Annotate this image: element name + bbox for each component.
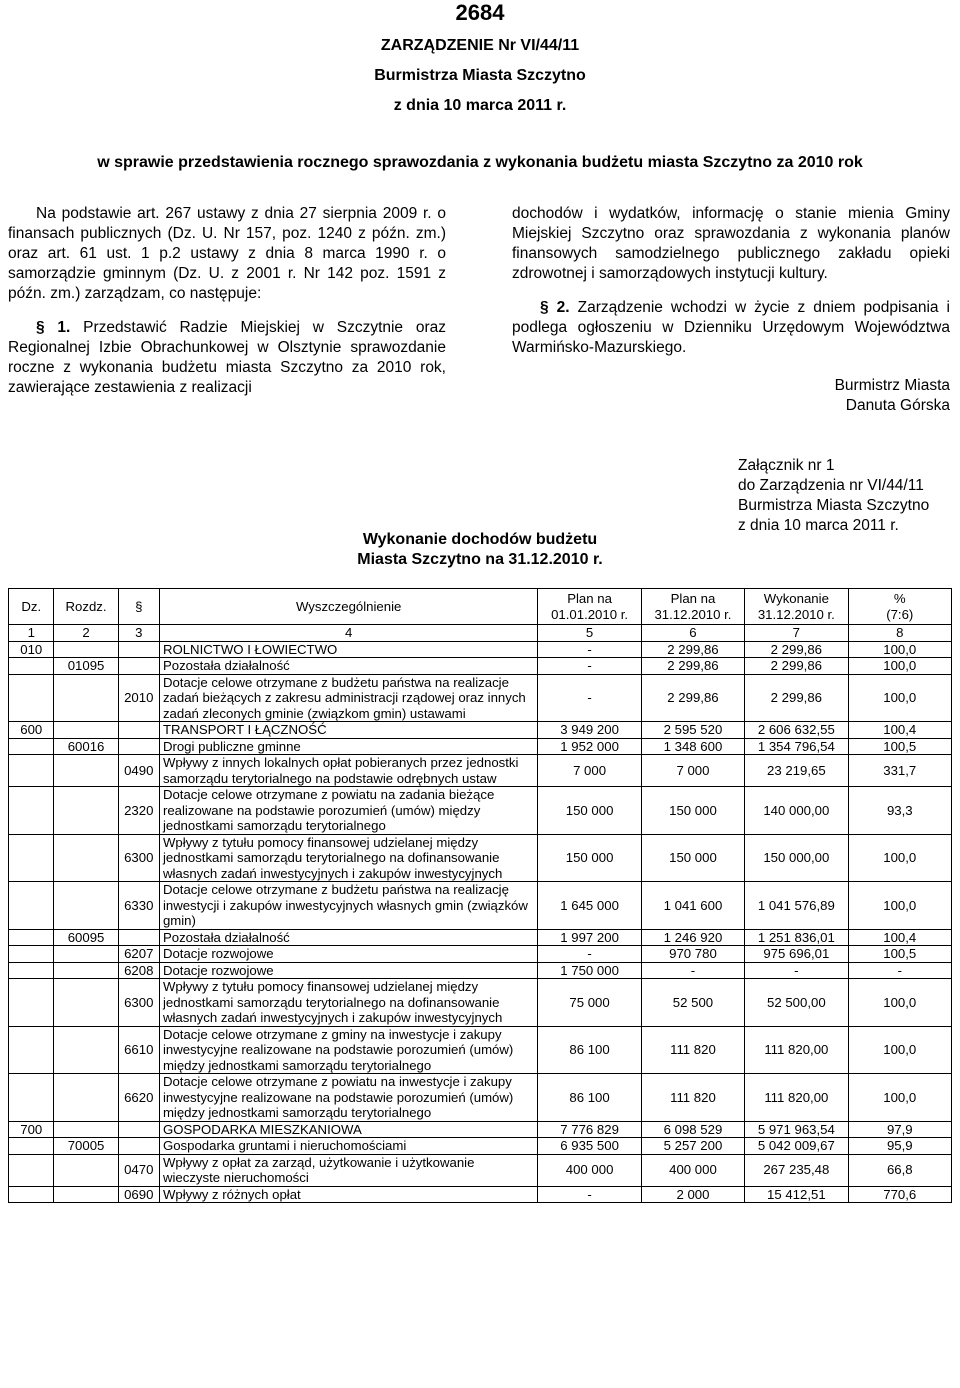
cell-execution: 2 299,86: [745, 674, 848, 722]
cell-percent: 100,0: [848, 1026, 951, 1074]
cell-chapter: [54, 1026, 118, 1074]
cell-division: 600: [9, 722, 54, 739]
cell-chapter: [54, 962, 118, 979]
cell-chapter: [54, 1121, 118, 1138]
cell-division: [9, 1186, 54, 1203]
table-row: [9, 722, 952, 739]
cell-chapter: [54, 641, 118, 658]
cell-plan-end: 1 348 600: [641, 738, 744, 755]
cell-chapter: [54, 834, 118, 882]
left-column: [8, 204, 446, 398]
cell-chapter: 70005: [54, 1138, 118, 1155]
cell-division: [9, 674, 54, 722]
table-header-row: [9, 589, 952, 625]
cell-plan-end: 2 299,86: [641, 674, 744, 722]
cell-description: Dotacje rozwojowe: [159, 946, 537, 963]
cell-plan-start: 86 100: [538, 1026, 641, 1074]
cell-execution: 1 041 576,89: [745, 882, 848, 930]
cell-plan-start: 3 949 200: [538, 722, 641, 739]
cell-execution: 111 820,00: [745, 1074, 848, 1122]
header-rozdz: Rozdz.: [54, 589, 118, 625]
cell-chapter: [54, 755, 118, 787]
cell-division: [9, 834, 54, 882]
cell-plan-start: -: [538, 641, 641, 658]
cell-paragraph: 2010: [118, 674, 159, 722]
cell-percent: 100,0: [848, 1074, 951, 1122]
cell-plan-end: 111 820: [641, 1026, 744, 1074]
cell-plan-start: 75 000: [538, 979, 641, 1027]
cell-percent: 97,9: [848, 1121, 951, 1138]
cell-execution: 52 500,00: [745, 979, 848, 1027]
cell-division: [9, 787, 54, 835]
cell-description: Dotacje celowe otrzymane z powiatu na zadania bieżące realizowane na podstawie porozumień (umów) między jednostkami samorządu terytorialnego: [159, 787, 537, 835]
header-dz: Dz.: [9, 589, 54, 625]
cell-chapter: [54, 1074, 118, 1122]
cell-plan-end: 2 595 520: [641, 722, 744, 739]
table-row: [9, 946, 952, 963]
signature-block: [640, 376, 950, 416]
cell-division: [9, 929, 54, 946]
cell-execution: 1 354 796,54: [745, 738, 848, 755]
right-column: [512, 204, 950, 358]
cell-plan-end: 52 500: [641, 979, 744, 1027]
document-issuer: Burmistrza Miasta Szczytno: [374, 67, 586, 84]
header-execution: Wykonanie 31.12.2010 r.: [745, 589, 848, 625]
annex-line-1: Załącznik nr 1: [738, 457, 835, 474]
column-number: 3: [118, 625, 159, 642]
column-number: 6: [641, 625, 744, 642]
cell-paragraph: 6620: [118, 1074, 159, 1122]
cell-chapter: 01095: [54, 658, 118, 675]
paragraph-2-text: Zarządzenie wchodzi w życie z dniem podpisania i podlega ogłoszeniu w Dzienniku Urzędowym Województwa Warmińsko-Mazurskiego.: [512, 299, 950, 356]
cell-division: [9, 658, 54, 675]
header-percent: % (7:6): [848, 589, 951, 625]
cell-description: Wpływy z różnych opłat: [159, 1186, 537, 1203]
cell-percent: 100,0: [848, 641, 951, 658]
table-row: [9, 658, 952, 675]
table-title-line-2: Miasta Szczytno na 31.12.2010 r.: [357, 551, 603, 568]
cell-plan-end: 2 000: [641, 1186, 744, 1203]
cell-chapter: [54, 674, 118, 722]
cell-plan-start: -: [538, 946, 641, 963]
cell-plan-end: 5 257 200: [641, 1138, 744, 1155]
cell-percent: 100,5: [848, 946, 951, 963]
cell-percent: 100,0: [848, 882, 951, 930]
cell-paragraph: 6300: [118, 834, 159, 882]
cell-division: 700: [9, 1121, 54, 1138]
cell-paragraph: [118, 658, 159, 675]
cell-chapter: [54, 979, 118, 1027]
cell-execution: 111 820,00: [745, 1026, 848, 1074]
header-plan-start: Plan na 01.01.2010 r.: [538, 589, 641, 625]
revenue-table: [8, 588, 952, 1203]
column-number: 7: [745, 625, 848, 642]
table-row: [9, 755, 952, 787]
cell-execution: 2 299,86: [745, 641, 848, 658]
cell-chapter: [54, 882, 118, 930]
table-row: [9, 1121, 952, 1138]
cell-description: Wpływy z opłat za zarząd, użytkowanie i użytkowanie wieczyste nieruchomości: [159, 1154, 537, 1186]
cell-paragraph: 0490: [118, 755, 159, 787]
cell-division: [9, 882, 54, 930]
cell-execution: 2 299,86: [745, 658, 848, 675]
table-row: [9, 641, 952, 658]
cell-plan-start: 400 000: [538, 1154, 641, 1186]
cell-plan-end: 150 000: [641, 787, 744, 835]
cell-paragraph: 6300: [118, 979, 159, 1027]
paragraph-1: [8, 318, 446, 398]
table-row: [9, 674, 952, 722]
cell-plan-start: -: [538, 1186, 641, 1203]
cell-execution: 5 042 009,67: [745, 1138, 848, 1155]
cell-description: GOSPODARKA MIESZKANIOWA: [159, 1121, 537, 1138]
cell-description: Dotacje celowe otrzymane z budżetu państwa na realizację inwestycji i zakupów inwestycyjnych własnych gmin (związków gmin): [159, 882, 537, 930]
cell-description: Wpływy z innych lokalnych opłat pobieranych przez jednostki samorządu terytorialnego na podstawie odrębnych ustaw: [159, 755, 537, 787]
cell-plan-start: 1 750 000: [538, 962, 641, 979]
cell-paragraph: [118, 722, 159, 739]
cell-division: [9, 738, 54, 755]
cell-plan-end: 2 299,86: [641, 641, 744, 658]
annex-line-2: do Zarządzenia nr VI/44/11: [738, 477, 924, 494]
cell-description: Pozostała działalność: [159, 658, 537, 675]
cell-percent: 770,6: [848, 1186, 951, 1203]
cell-plan-end: -: [641, 962, 744, 979]
cell-division: [9, 946, 54, 963]
cell-plan-start: -: [538, 658, 641, 675]
cell-plan-start: -: [538, 674, 641, 722]
table-row: [9, 962, 952, 979]
cell-paragraph: 2320: [118, 787, 159, 835]
annex-line-3: Burmistrza Miasta Szczytno: [738, 497, 930, 514]
cell-description: Dotacje celowe otrzymane z gminy na inwestycje i zakupy inwestycyjne realizowane na podstawie porozumień (umów) między jednostkami samorządu terytorialnego: [159, 1026, 537, 1074]
cell-percent: 66,8: [848, 1154, 951, 1186]
table-row: [9, 834, 952, 882]
table-title-line-1: Wykonanie dochodów budżetu: [362, 531, 598, 548]
cell-percent: 100,0: [848, 674, 951, 722]
gazette-position-number: 2684: [455, 0, 505, 25]
cell-paragraph: 0470: [118, 1154, 159, 1186]
cell-execution: 140 000,00: [745, 787, 848, 835]
column-number: 1: [9, 625, 54, 642]
cell-plan-start: 150 000: [538, 834, 641, 882]
table-row: [9, 1026, 952, 1074]
table-row: [9, 1138, 952, 1155]
cell-paragraph: [118, 1138, 159, 1155]
document-subject: w sprawie przedstawienia rocznego sprawozdania z wykonania budżetu miasta Szczytno za 2010 rok: [97, 154, 863, 171]
paragraph-1-number: § 1.: [36, 319, 71, 336]
paragraph-1-text: Przedstawić Radzie Miejskiej w Szczytnie oraz Regionalnej Izbie Obrachunkowej w Olsztynie sprawozdanie roczne z wykonania budżetu miasta Szczytno za 2010 rok, zawierające zestawienia z realizacji: [8, 319, 446, 396]
column-number: 2: [54, 625, 118, 642]
cell-description: Dotacje celowe otrzymane z budżetu państwa na realizacje zadań bieżących z zakresu administracji rządowej oraz innych zadań zleconych gminie (związkom gmin) ustawami: [159, 674, 537, 722]
annex-block: [738, 456, 958, 536]
cell-plan-end: 400 000: [641, 1154, 744, 1186]
cell-paragraph: [118, 1121, 159, 1138]
table-row: [9, 1074, 952, 1122]
cell-execution: 1 251 836,01: [745, 929, 848, 946]
table-row: [9, 738, 952, 755]
cell-description: Dotacje rozwojowe: [159, 962, 537, 979]
cell-percent: 100,4: [848, 722, 951, 739]
cell-paragraph: [118, 929, 159, 946]
cell-paragraph: 0690: [118, 1186, 159, 1203]
cell-division: [9, 962, 54, 979]
cell-paragraph: 6207: [118, 946, 159, 963]
cell-percent: 100,0: [848, 834, 951, 882]
cell-division: [9, 1154, 54, 1186]
cell-plan-end: 2 299,86: [641, 658, 744, 675]
header-paragraph: §: [118, 589, 159, 625]
cell-execution: 267 235,48: [745, 1154, 848, 1186]
cell-percent: 100,5: [848, 738, 951, 755]
cell-execution: 23 219,65: [745, 755, 848, 787]
cell-execution: 2 606 632,55: [745, 722, 848, 739]
document-date: z dnia 10 marca 2011 r.: [393, 97, 567, 114]
cell-plan-start: 86 100: [538, 1074, 641, 1122]
column-number: 5: [538, 625, 641, 642]
cell-percent: 95,9: [848, 1138, 951, 1155]
cell-execution: 15 412,51: [745, 1186, 848, 1203]
signature-name: Danuta Górska: [845, 397, 950, 414]
column-number-row: [9, 625, 952, 642]
cell-percent: 100,0: [848, 658, 951, 675]
table-row: [9, 1154, 952, 1186]
cell-plan-end: 6 098 529: [641, 1121, 744, 1138]
cell-percent: 331,7: [848, 755, 951, 787]
cell-execution: -: [745, 962, 848, 979]
annex-line-4: z dnia 10 marca 2011 r.: [738, 517, 899, 534]
paragraph-2: [512, 298, 950, 358]
cell-paragraph: 6330: [118, 882, 159, 930]
cell-description: ROLNICTWO I ŁOWIECTWO: [159, 641, 537, 658]
signature-title: Burmistrz Miasta: [834, 377, 950, 394]
cell-plan-start: 7 776 829: [538, 1121, 641, 1138]
cell-division: 010: [9, 641, 54, 658]
table-row: [9, 929, 952, 946]
cell-plan-start: 1 952 000: [538, 738, 641, 755]
table-title: [300, 530, 660, 570]
cell-division: [9, 979, 54, 1027]
cell-description: Drogi publiczne gminne: [159, 738, 537, 755]
cell-chapter: [54, 946, 118, 963]
cell-chapter: [54, 1186, 118, 1203]
preamble: Na podstawie art. 267 ustawy z dnia 27 sierpnia 2009 r. o finansach publicznych (Dz. U. Nr 157, poz. 1240 z późn. zm.) oraz art. 61 ust. 1 p.2 ustawy z dnia 8 marca 1990 r. o samorządzie gminnym (Dz. U. z 2001 r. Nr 142 poz. 1591 z późn. zm.) zarządzam, co następuje:: [8, 205, 446, 302]
cell-description: Dotacje celowe otrzymane z powiatu na inwestycje i zakupy inwestycyjne realizowane na podstawie porozumień (umów) między jednostkami samorządu terytorialnego: [159, 1074, 537, 1122]
cell-percent: 100,4: [848, 929, 951, 946]
header-plan-end: Plan na 31.12.2010 r.: [641, 589, 744, 625]
cell-chapter: [54, 787, 118, 835]
paragraph-1-continued: dochodów i wydatków, informację o stanie mienia Gminy Miejskiej Szczytno oraz sprawozdania z wykonania planów finansowych samodzielnego publicznego zakładu opieki zdrowotnej i samorządowych instytucji kultury.: [512, 205, 950, 282]
cell-percent: 100,0: [848, 979, 951, 1027]
cell-plan-end: 1 246 920: [641, 929, 744, 946]
cell-execution: 975 696,01: [745, 946, 848, 963]
paragraph-2-number: § 2.: [540, 299, 570, 316]
cell-plan-start: 7 000: [538, 755, 641, 787]
cell-plan-end: 1 041 600: [641, 882, 744, 930]
cell-description: Pozostała działalność: [159, 929, 537, 946]
cell-division: [9, 755, 54, 787]
table-row: [9, 787, 952, 835]
cell-plan-end: 111 820: [641, 1074, 744, 1122]
cell-description: TRANSPORT I ŁĄCZNOŚĆ: [159, 722, 537, 739]
cell-chapter: 60095: [54, 929, 118, 946]
cell-description: Wpływy z tytułu pomocy finansowej udzielanej między jednostkami samorządu terytorialnego na dofinansowanie własnych zadań inwestycyjnych i zakupów inwestycyjnych: [159, 834, 537, 882]
cell-division: [9, 1138, 54, 1155]
table-row: [9, 882, 952, 930]
cell-paragraph: 6208: [118, 962, 159, 979]
cell-plan-end: 970 780: [641, 946, 744, 963]
table-row: [9, 979, 952, 1027]
cell-chapter: [54, 722, 118, 739]
cell-division: [9, 1074, 54, 1122]
cell-chapter: 60016: [54, 738, 118, 755]
cell-paragraph: 6610: [118, 1026, 159, 1074]
cell-plan-start: 1 997 200: [538, 929, 641, 946]
column-number: 4: [159, 625, 537, 642]
cell-chapter: [54, 1154, 118, 1186]
table-row: [9, 1186, 952, 1203]
column-number: 8: [848, 625, 951, 642]
cell-plan-start: 150 000: [538, 787, 641, 835]
cell-description: Gospodarka gruntami i nieruchomościami: [159, 1138, 537, 1155]
cell-percent: -: [848, 962, 951, 979]
cell-execution: 5 971 963,54: [745, 1121, 848, 1138]
cell-plan-start: 6 935 500: [538, 1138, 641, 1155]
cell-plan-end: 150 000: [641, 834, 744, 882]
cell-paragraph: [118, 641, 159, 658]
cell-execution: 150 000,00: [745, 834, 848, 882]
cell-percent: 93,3: [848, 787, 951, 835]
cell-description: Wpływy z tytułu pomocy finansowej udzielanej między jednostkami samorządu terytorialnego na dofinansowanie własnych zadań inwestycyjnych i zakupów inwestycyjnych: [159, 979, 537, 1027]
cell-plan-end: 7 000: [641, 755, 744, 787]
cell-division: [9, 1026, 54, 1074]
header-description: Wyszczególnienie: [159, 589, 537, 625]
cell-plan-start: 1 645 000: [538, 882, 641, 930]
cell-paragraph: [118, 738, 159, 755]
document-title: ZARZĄDZENIE Nr VI/44/11: [380, 37, 580, 54]
